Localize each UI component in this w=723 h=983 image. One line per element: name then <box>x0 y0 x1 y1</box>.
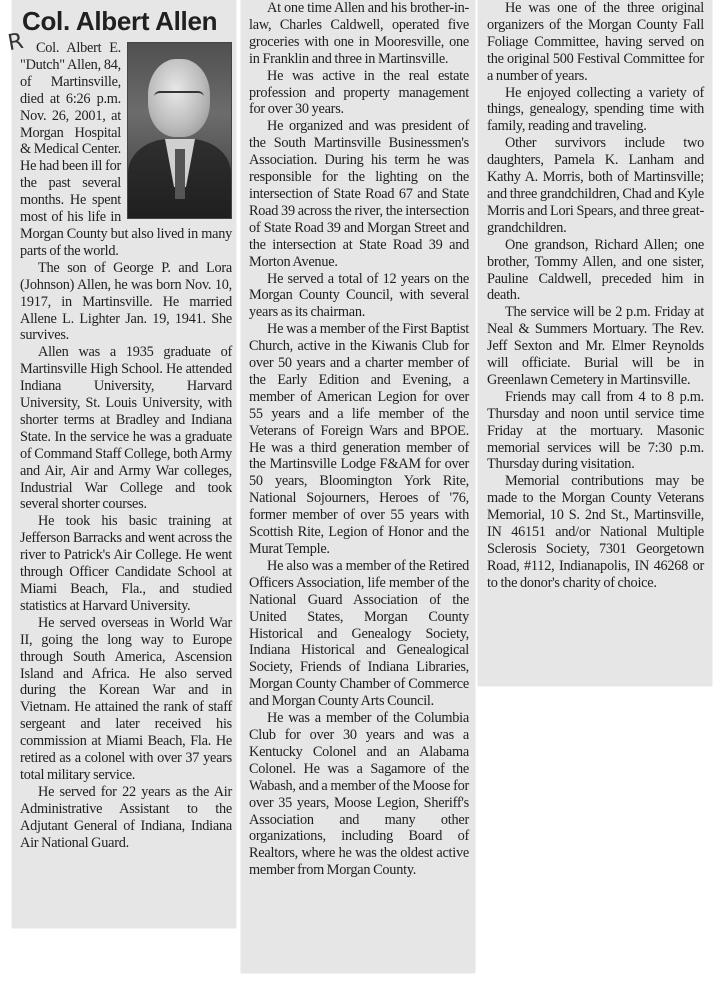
paragraph: He organized and was president of the South Martinsville Businessmen's Association. During his term he was responsible for the lighting on the intersection of State Road 67 and State Road 39 across the river, the intersection of State Road 39 and Morgan Street and the intersection at State Road 39 and Morton Avenue. <box>249 118 469 270</box>
paragraph: He was active in the real estate profession and property management for over 30 years. <box>249 67 469 118</box>
handwritten-margin-mark: R <box>5 28 26 57</box>
paragraph: Memorial contributions may be made to the Morgan County Veterans Memorial, 10 S. 2nd St., Martinsville, IN 46151 and/or National Multiple Sclerosis Society, 7301 Georgetown Road, #112, Indianapolis, IN 46268 or to the donor's charity of choice. <box>487 473 704 591</box>
clipping-column-3 <box>478 0 712 686</box>
paragraph: One grandson, Richard Allen; one brother, Tommy Allen, and one sister, Pauline Caldwell, preceded him in death. <box>487 236 704 304</box>
paragraph: He served a total of 12 years on the Morgan County Council, with several years as its chairman. <box>249 270 469 321</box>
paragraph: He enjoyed collecting a variety of things, genealogy, spending time with family, reading and traveling. <box>487 84 704 135</box>
paragraph: Col. Albert E. "Dutch" Allen, 84, of Martinsville, died at 6:26 p.m. Nov. 26, 2001, at Morgan Hospital & Medical Center. He had been ill for the past several months. He spent most of his life in Morgan County but also lived in many parts of the world. <box>20 40 232 259</box>
clipping-column-2 <box>241 0 475 973</box>
paragraph: Friends may call from 4 to 8 p.m. Thursday and noon until service time Friday at the mortuary. Masonic memorial services will be 7:30 p.m. Thursday during visitation. <box>487 388 704 473</box>
paragraph: He also was a member of the Retired Officers Association, life member of the National Guard Association of the United States, Morgan County Historical and Genealogy Society, Indiana Historical and Genealogical Society, Friends of Indiana Libraries, Morgan County Chamber of Commerce and Morgan County Arts Council. <box>249 557 469 710</box>
portrait-photo <box>127 42 232 219</box>
obituary-headline: Col. Albert Allen <box>22 6 218 36</box>
paragraph: He served overseas in World War II, going the long way to Europe through South America, Ascension Island and Africa. He also served during the Korean War and in Vietnam. He attained the rank of staff sergeant and later received his commission at Miami Beach, Fla. He retired as a colonel with over 37 years total military service. <box>20 614 232 783</box>
paragraph: He was a member of the First Baptist Church, active in the Kiwanis Club for over 50 years and a charter member of the Early Edition and Evening, a member of American Legion for over 55 years and a life member of the Veterans of Foreign Wars and BPOE. He was a third generation member of the Martinsville Lodge F&AM for over 50 years, Bloomington York Rite, National Sojourners, Heroes of '76, former member of over 55 years with Scottish Rite, Legion of Honor and the Murat Temple. <box>249 321 469 557</box>
paragraph: He was a member of the Columbia Club for over 30 years and was a Kentucky Colonel and an Alabama Colonel. He was a Sagamore of the Wabash, and a member of the Moose for over 35 years, Moose Legion, Sheriff's Association and many other organizations, including Board of Realtors, where he was the oldest active member from Morgan County. <box>249 710 469 879</box>
clipping-column-1 <box>12 0 236 928</box>
paragraph: He took his basic training at Jefferson Barracks and went across the river to Patrick's Air College. He went through Officer Candidate School at Miami Beach, Fla., and studied statistics at Harvard University. <box>20 513 232 614</box>
paragraph: At one time Allen and his brother-in-law, Charles Caldwell, operated five groceries with one in Mooresville, one in Franklin and three in Martinsville. <box>249 0 469 67</box>
paragraph: The service will be 2 p.m. Friday at Neal & Summers Mortuary. The Rev. Jeff Sexton and Mr. Elmer Reynolds will officiate. Burial will be in Greenlawn Cemetery in Martinsville. <box>487 304 704 388</box>
paragraph: He was one of the three original organizers of the Morgan County Fall Foliage Committee, having served on the original 500 Festival Committee for a number of years. <box>487 0 704 84</box>
paragraph: The son of George P. and Lora (Johnson) Allen, he was born Nov. 10, 1917, in Martinsville. He married Allene L. Lighter Jan. 19, 1941. She survives. <box>20 259 232 344</box>
paragraph: Other survivors include two daughters, Pamela K. Lanham and Kathy A. Morris, both of Martinsville; and three grandchildren, Chad and Kyle Morris and Lori Spears, and three great-grandchildren. <box>487 135 704 236</box>
paragraph: He served for 22 years as the Air Administrative Assistant to the Adjutant General of Indiana, Indiana Air National Guard. <box>20 783 232 851</box>
paragraph: Allen was a 1935 graduate of Martinsville High School. He attended Indiana University, Harvard University, St. Louis University, with shorter terms at Bradley and Indiana State. In the service he was a graduate of Command Staff College, both Army and Air, Air and Army War colleges, Industrial War College and took several shorter courses. <box>20 344 232 513</box>
